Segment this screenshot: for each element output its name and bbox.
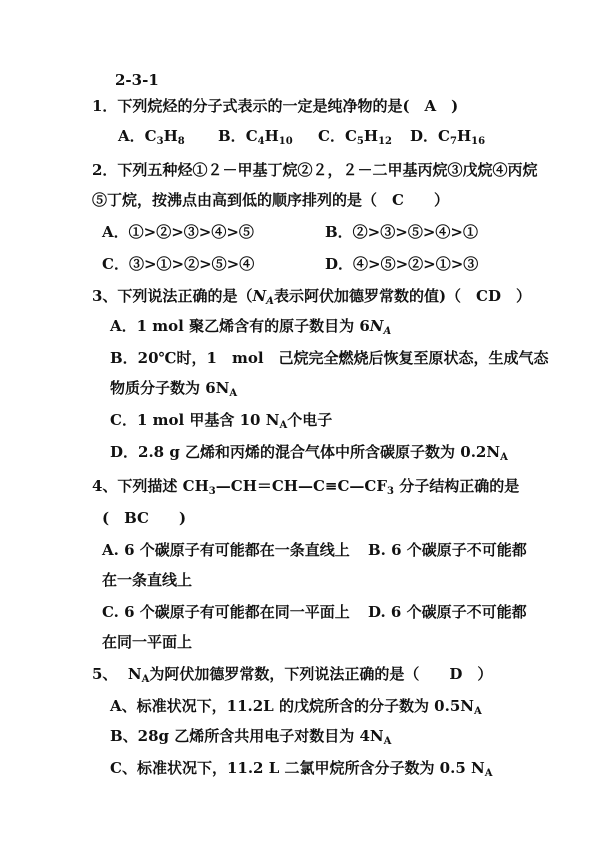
- q2-option-c: C．③>①>②>⑤>④: [102, 255, 255, 273]
- q4-option-c: C. 6 个碳原子有可能都在同一平面上: [102, 603, 350, 621]
- q5-option-b: B、28g 乙烯所含共用电子对数目为 $4N_A$: [110, 727, 392, 747]
- q3-option-b-line2: 物质分子数为 $6N_A$: [110, 379, 238, 399]
- q5-option-a: A、标准状况下，11.2L 的戊烷所含的分子数为 $0.5N_A$: [110, 697, 482, 717]
- q5-option-c: C、标准状况下，11.2 L 二氯甲烷所含分子数为 0.5 $N_A$: [110, 759, 493, 779]
- q3-option-b-line1: B．20℃时，1 mol 己烷完全燃烧后恢复至原状态，生成气态: [110, 349, 549, 367]
- q3-option-d: D．2.8 g 乙烯和丙烯的混合气体中所含碳原子数为 $0.2N_A$: [110, 443, 508, 463]
- q1-option-b: B．$C_4H_{10}$: [218, 127, 293, 147]
- section-code: 2-3-1: [115, 71, 159, 89]
- q1-option-a: A．$C_3H_8$: [118, 127, 185, 147]
- q4-stem: 4、下列描述 $CH_3—CH=CH—C\equiv C—CF_3$ 分子结构正确的是: [92, 477, 520, 497]
- q1-option-c: C．$C_5H_{12}$: [318, 127, 392, 147]
- q2-option-b: B．②>③>⑤>④>①: [325, 223, 478, 241]
- q4-option-a: A. 6 个碳原子有可能都在一条直线上: [102, 541, 350, 559]
- q4-option-d: D. 6 个碳原子不可能都: [368, 603, 527, 621]
- q4-answer: ( BC ): [102, 509, 187, 527]
- q2-option-a: A．①>②>③>④>⑤: [102, 223, 254, 241]
- q4-option-b-cont: 在一条直线上: [102, 571, 193, 589]
- q1-stem: 1．下列烷烃的分子式表示的一定是纯净物的是( A ): [92, 97, 459, 115]
- q3-stem: 3、下列说法正确的是（$N_A$表示阿伏加德罗常数的值)（ CD ）: [92, 287, 531, 307]
- q2-option-d: D．④>⑤>②>①>③: [325, 255, 479, 273]
- q3-option-a: A．1 mol 聚乙烯含有的原子数目为 $6N_A$: [110, 317, 392, 337]
- q2-stem-line2: ⑤丁烷，按沸点由高到低的顺序排列的是（ C ）: [92, 191, 449, 209]
- q5-stem: 5、 $N_A$为阿伏加德罗常数，下列说法正确的是（ D ）: [92, 665, 493, 685]
- q2-stem-line1: 2．下列五种烃①２－甲基丁烷②２，２－二甲基丙烷③戊烷④丙烷: [92, 161, 538, 179]
- q4-option-d-cont: 在同一平面上: [102, 633, 193, 651]
- q1-option-d: D．$C_7H_{16}$: [410, 127, 486, 147]
- q3-option-c: C．1 mol 甲基含 10 $N_A$个电子: [110, 411, 333, 431]
- q4-option-b: B. 6 个碳原子不可能都: [368, 541, 527, 559]
